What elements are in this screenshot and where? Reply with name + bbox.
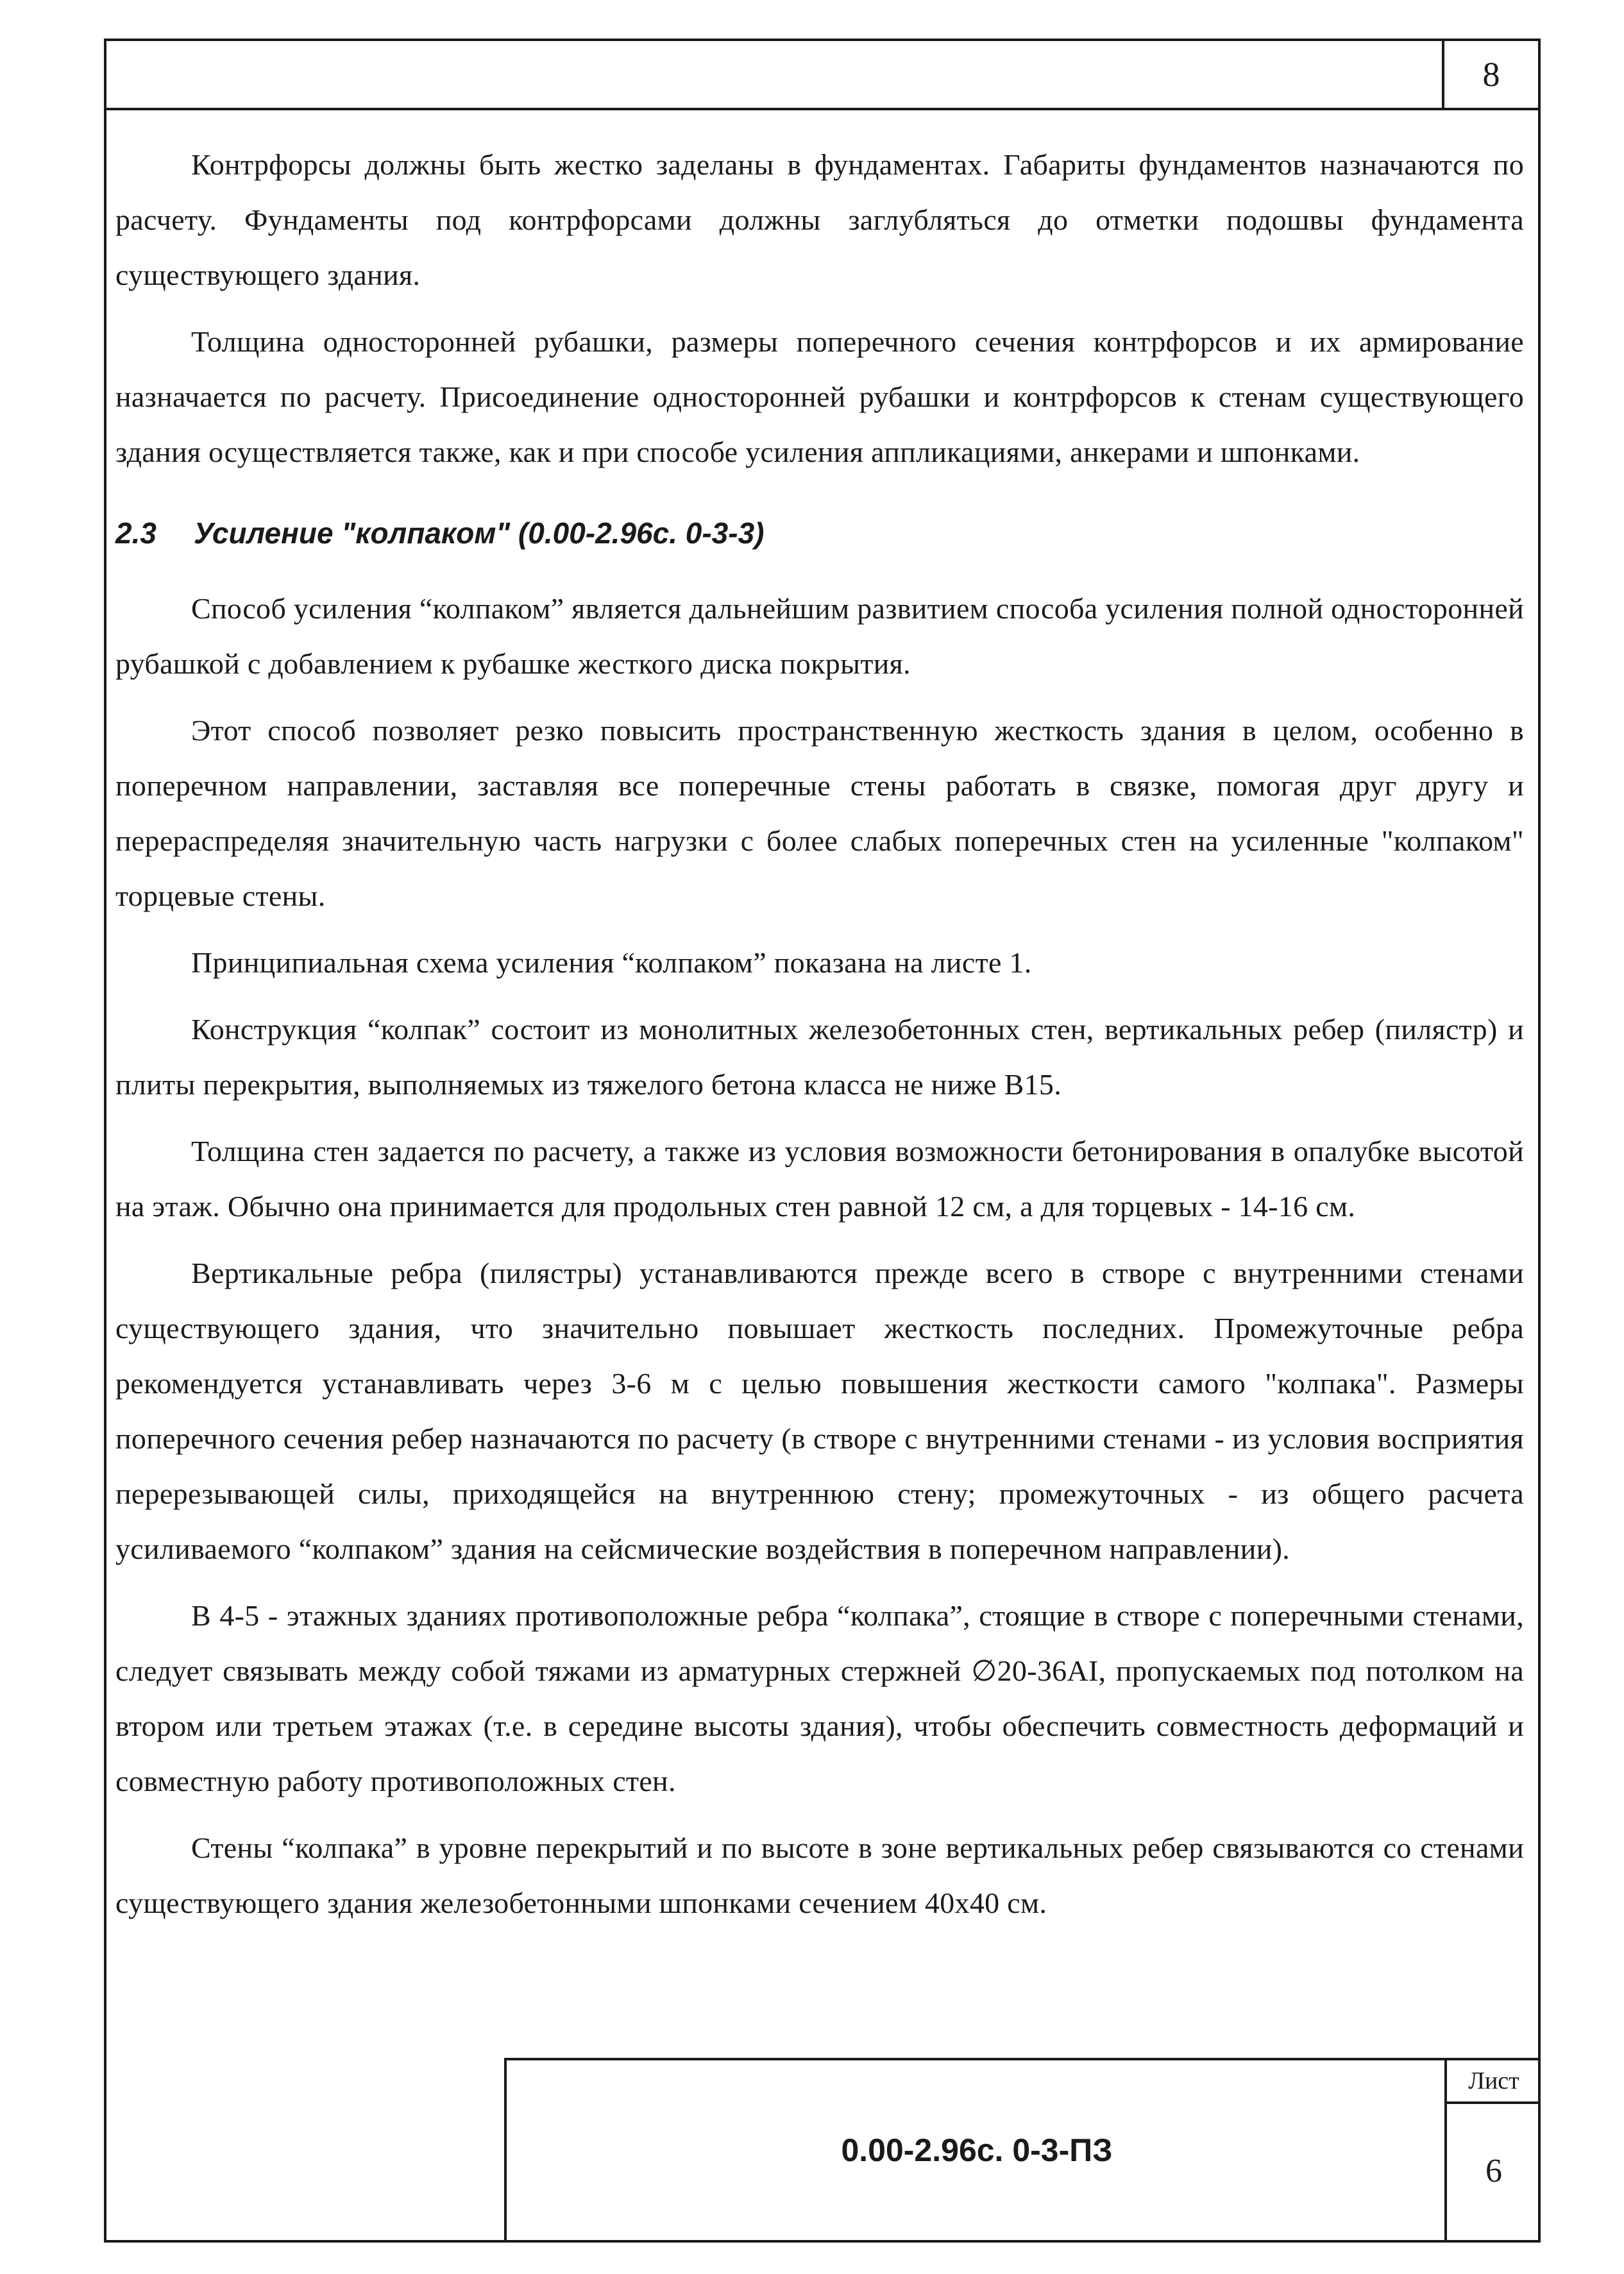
page-number: 8 (1442, 41, 1538, 108)
paragraph: Принципиальная схема усиления “колпаком” показана на листе 1. (191, 946, 1032, 979)
paragraph: Контрфорсы должны быть жестко заделаны в фундаментах. Габариты фундаментов назначаются по расчету. Фундаменты под контрфорсами должны заглубляться до отметки подошвы фундамента существующего здания. (115, 148, 1524, 291)
document-frame (104, 38, 1541, 2243)
top-header-strip (106, 41, 1538, 110)
paragraph: Стены “колпака” в уровне перекрытий и по высоте в зоне вертикальных ребер связываются со стенами существующего здания железобетонными шпонками сечением 40х40 см. (115, 1831, 1524, 1919)
section-title: Усиление "колпаком" (0.00-2.96с. 0-3-3) (194, 516, 765, 550)
section-heading (115, 511, 1524, 556)
sheet-label: Лист (1447, 2060, 1541, 2104)
paragraph: Способ усиления “колпаком” является дальнейшим развитием способа усиления полной односторонней рубашкой с добавлением к рубашке жесткого диска покрытия. (115, 592, 1524, 680)
section-number: 2.3 (115, 516, 156, 550)
document-code: 0.00-2.96с. 0-3-ПЗ (841, 2132, 1113, 2168)
paragraph: Толщина стен задается по расчету, а также из условия возможности бетонирования в опалубке высотой на этаж. Обычно она принимается для продольных стен равной 12 см, а для торцевых - 14-16 см. (115, 1135, 1524, 1223)
sheet-cell (1444, 2060, 1541, 2240)
paragraph: Этот способ позволяет резко повысить пространственную жесткость здания в целом, особенно в поперечном направлении, заставляя все поперечные стены работать в связке, помогая друг другу и перераспределяя значительную часть нагрузки с более слабых поперечных стен на усиленные "колпаком" торцевые стены. (115, 714, 1524, 912)
sheet-number: 6 (1485, 2152, 1502, 2189)
paragraph: В 4-5 - этажных зданиях противоположные ребра “колпака”, стоящие в створе с поперечными стенами, следует связывать между собой тяжами из арматурных стержней ∅20-36АI, пропускаемых под потолком на втором или третьем этажах (т.е. в середине высоты здания), чтобы обеспечить совместность деформаций и совместную работу противоположных стен. (115, 1599, 1524, 1797)
paragraph: Конструкция “колпак” состоит из монолитных железобетонных стен, вертикальных ребер (пилястр) и плиты перекрытия, выполняемых из тяжелого бетона класса не ниже В15. (115, 1013, 1524, 1101)
paragraph: Толщина односторонней рубашки, размеры поперечного сечения контрфорсов и их армирование назначается по расчету. Присоединение односторонней рубашки и контрфорсов к стенам существующего здания осуществляется также, как и при способе усиления аппликациями, анкерами и шпонками. (115, 325, 1524, 468)
title-block-stamp (504, 2058, 1541, 2240)
paragraph: Вертикальные ребра (пилястры) устанавливаются прежде всего в створе с внутренними стенами существующего здания, что значительно повышает жесткость последних. Промежуточные ребра рекомендуется устанавливать через 3-6 м с целью повышения жесткости самого "колпака". Размеры поперечного сечения ребер назначаются по расчету (в створе с внутренними стенами - из условия восприятия перерезывающей силы, приходящейся на внутреннюю стену; промежуточных - из общего расчета усиливаемого “колпаком” здания на сейсмические воздействия в поперечном направлении). (115, 1257, 1524, 1565)
document-body (115, 137, 1524, 1942)
